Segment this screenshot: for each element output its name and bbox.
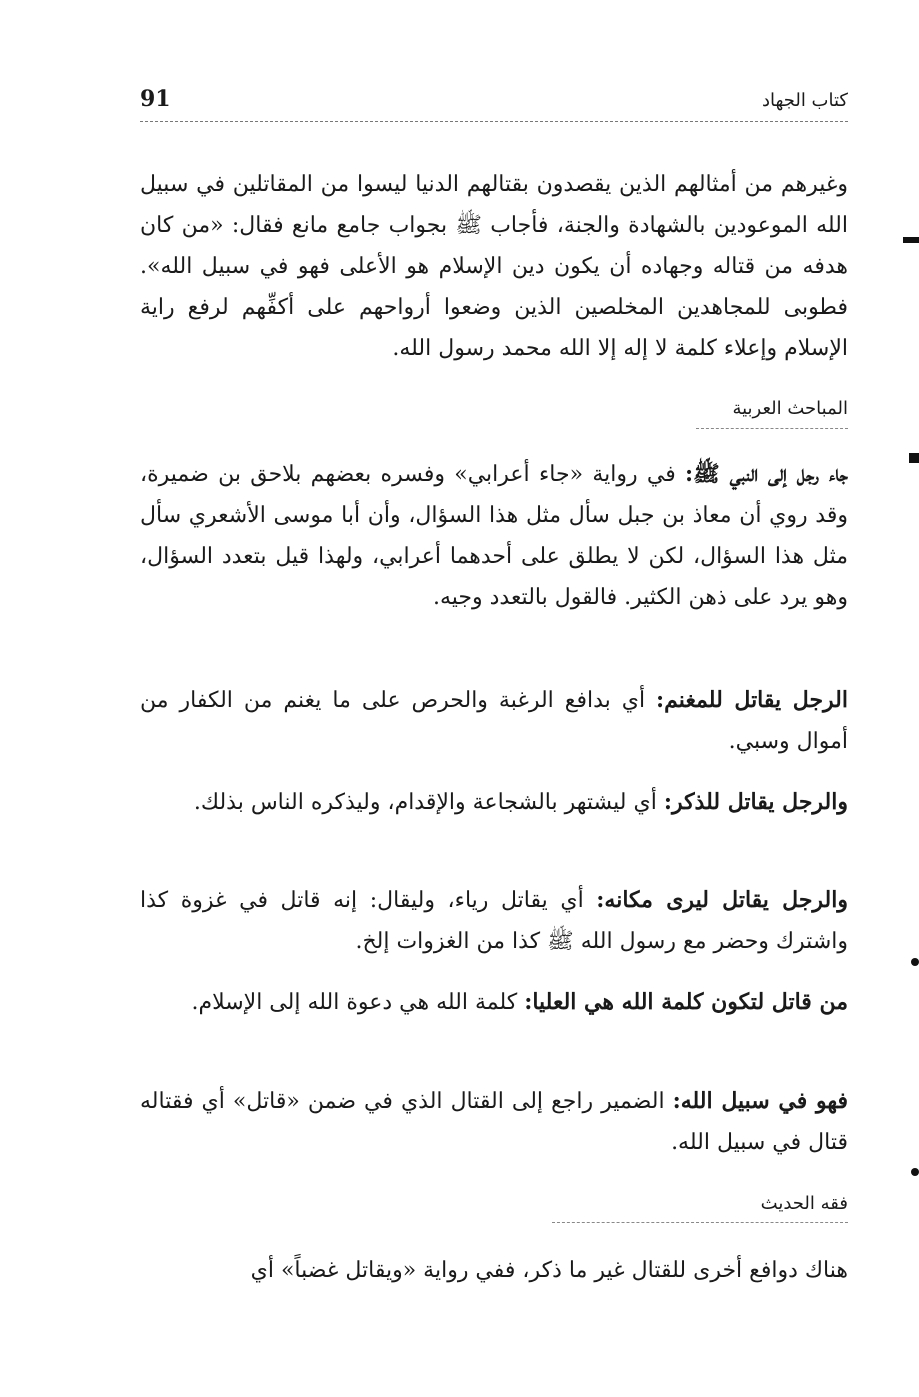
definition: الضمير راجع إلى القتال الذي في ضمن «قاتل» أي فقتاله قتال في سبيل الله.: [140, 1089, 848, 1155]
scan-margin-mark: [903, 237, 919, 243]
book-title: كتاب الجهاد: [761, 90, 848, 111]
paragraph-definition: [140, 982, 848, 1023]
term: والرجل يقاتل ليرى مكانه:: [596, 887, 848, 913]
section-divider: [552, 1222, 848, 1223]
scan-margin-mark: [909, 453, 919, 463]
paragraph-definition: [140, 782, 848, 823]
paragraph-intro: وغيرهم من أمثالهم الذين يقصدون بقتالهم الدنيا ليسوا من المقاتلين في سبيل الله الموعودين بالشهادة والجنة، فأجاب ﷺ بجواب جامع مانع فقال: «من كان هدفه من قتاله وجهاده أن يكون دين الإسلام هو الأعلى فهو في سبيل الله». فطوبى للمجاهدين المخلصين الذين وضعوا أرواحهم على أكفِّهم لرفع راية الإسلام وإعلاء كلمة لا إله إلا الله محمد رسول الله.: [140, 172, 848, 361]
term: من قاتل لتكون كلمة الله هي العليا:: [524, 989, 848, 1015]
term: فهو في سبيل الله:: [672, 1088, 848, 1114]
header-divider: [140, 121, 848, 122]
section-divider: [696, 428, 848, 429]
term: جاء رجل إلى النبي ﷺ:: [685, 461, 848, 487]
scan-margin-mark: [911, 958, 919, 966]
paragraph-definition: [140, 454, 848, 618]
definition: أي ليشتهر بالشجاعة والإقدام، وليذكره الناس بذلك.: [193, 790, 664, 815]
term: والرجل يقاتل للذكر:: [663, 789, 848, 815]
definition: أي يقاتل رياء، وليقال: إنه قاتل في غزوة كذا واشترك وحضر مع رسول الله ﷺ كذا من الغزوات إلخ.: [140, 888, 848, 954]
definition: أي بدافع الرغبة والحرص على ما يغنم من الكفار من أموال وسبي.: [140, 688, 848, 754]
term: الرجل يقاتل للمغنم:: [656, 687, 848, 713]
paragraph-definition: [140, 880, 848, 962]
scan-margin-mark: [911, 1168, 919, 1176]
paragraph-definition: [140, 1081, 848, 1163]
section-title-arabic-topics: المباحث العربية: [732, 398, 848, 419]
paragraph-definition: [140, 680, 848, 762]
definition: كلمة الله هي دعوة الله إلى الإسلام.: [191, 990, 525, 1015]
section-title-hadith-fiqh: فقه الحديث: [760, 1193, 848, 1214]
page-number: 91: [140, 86, 171, 112]
paragraph-continuation: هناك دوافع أخرى للقتال غير ما ذكر، ففي رواية «ويقاتل غضباً» أي: [250, 1258, 848, 1283]
page-header: [140, 86, 848, 116]
definition: في رواية «جاء أعرابي» وفسره بعضهم بلاحق بن ضميرة، وقد روي أن معاذ بن جبل سأل مثل هذا السؤال، وأن أبا موسى الأشعري سأل مثل هذا السؤال، لكن لا يطلق على أحدهما أعرابي، ولهذا قيل بتعدد السؤال، وهو يرد على ذهن الكثير. فالقول بالتعدد وجيه.: [140, 462, 848, 610]
